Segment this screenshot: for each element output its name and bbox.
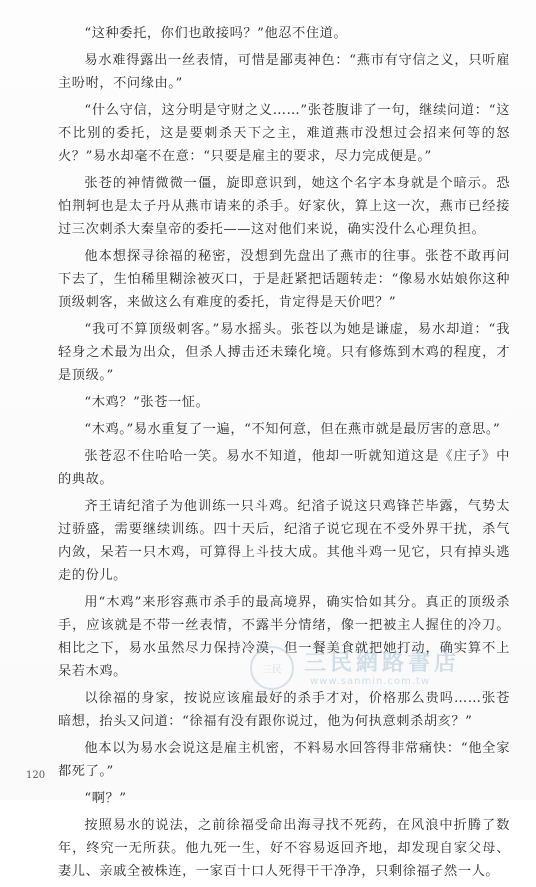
watermark-url: www.sanmin.com.tw xyxy=(310,676,431,687)
paragraph: 他本想探寻徐福的秘密，没想到先盘出了燕市的往事。张苍不敢再问下去了，生怕稀里糊涂被灭口，于是赶紧把话题转走：“像易水姑娘你这种顶级刺客，来做这么有难度的委托，肯定得是天价吧？” xyxy=(58,249,510,310)
paragraph: 以徐福的身家，按说应该雇最好的杀手才对，价格那么贵吗……张苍暗想，抬头又问道：“徐福有没有跟你说过，他为何执意刺杀胡亥？” xyxy=(58,691,510,729)
paragraph: 按照易水的说法，之前徐福受命出海寻找不死药，在风浪中折腾了数年，终究一无所获。他九死一生，好不容易返回齐地，却发现自家父母、妻儿、亲戚全被株连，一家百十口人死得干干净净，只剩徐福孑然一人。 xyxy=(58,818,510,879)
paragraph: 他本以为易水会说这是雇主机密，不料易水回答得非常痛快：“他全家都死了。” xyxy=(58,741,510,779)
paragraph: “这种委托，你们也敢接吗？”他忍不住道。 xyxy=(84,26,348,41)
paragraph: “木鸡。”易水重复了一遍，“不知何意，但在燕市就是最厉害的意思。” xyxy=(84,422,501,437)
paragraph: 齐王请纪渻子为他训练一只斗鸡。纪渻子说这只鸡锋芒毕露，气势太过骄盛，需要继续训练。四十天后，纪渻子说它现在不受外界干扰，杀气内敛，呆若一只木鸡，可算得上斗技大成。其他斗鸡一见它，只有掉头逃走的份儿。 xyxy=(58,499,510,583)
paragraph: “啊？” xyxy=(84,791,127,806)
paragraph: “木鸡？”张苍一怔。 xyxy=(84,395,210,410)
watermark-logo-icon: 三民 xyxy=(250,646,294,690)
paragraph: 用“木鸡”来形容燕市杀手的最高境界，确实恰如其分。真正的顶级杀手，应该就是不带一丝表情，不露半分情绪，像一把被主人握住的冷刀。相比之下，易水虽然尽力保持冷漠，但一餐美食就把她打动，确实算不上呆若木鸡。 xyxy=(58,595,510,679)
page-text-body xyxy=(58,22,510,887)
page-number: 120 xyxy=(26,770,46,781)
paragraph: 张苍忍不住哈哈一笑。易水不知道，他却一听就知道这是《庄子》中的典故。 xyxy=(58,449,510,487)
paragraph: “什么守信，这分明是守财之义……”张苍腹诽了一句，继续问道：“这不比别的委托，这是要刺杀天下之主，难道燕市没想过会招来何等的怒火？”易水却毫不在意：“只要是雇主的要求，尽力完成便是。” xyxy=(58,103,510,164)
paragraph: 易水难得露出一丝表情，可惜是鄙夷神色：“燕市有守信之义，只听雇主吩咐，不问缘由。” xyxy=(58,53,510,91)
watermark-name: 三民網路書店 xyxy=(304,651,461,676)
paragraph: “我可不算顶级刺客。”易水摇头。张苍以为她是谦虚，易水却道：“我轻身之术最为出众，但杀人搏击还未臻化境。只有修炼到木鸡的程度，才是顶级。” xyxy=(58,322,510,383)
paragraph: 张苍的神情微微一僵，旋即意识到，她这个名字本身就是个暗示。恐怕荆轲也是太子丹从燕市请来的杀手。好家伙，算上这一次，燕市已经接过三次刺杀大秦皇帝的委托——这对他们来说，确实没什么心理负担。 xyxy=(58,176,510,237)
